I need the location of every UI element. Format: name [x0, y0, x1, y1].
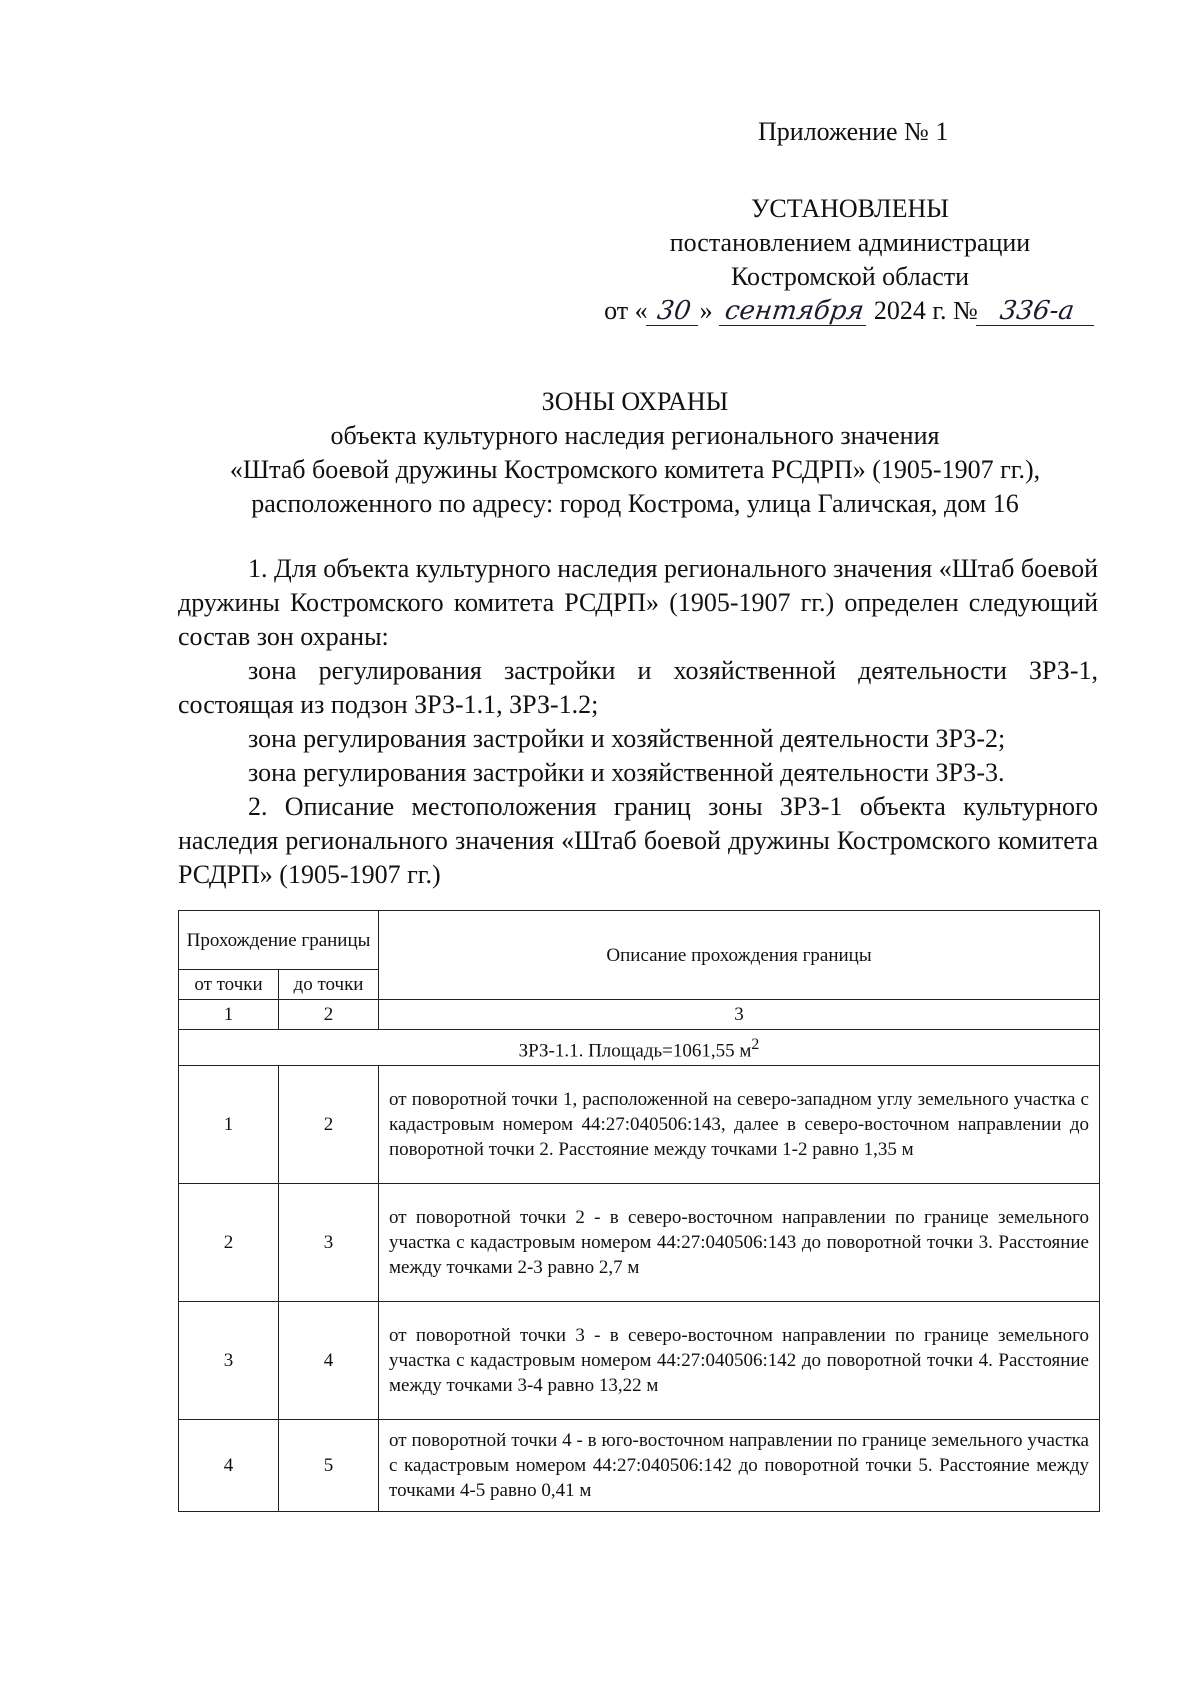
- approval-date-line: [600, 294, 1100, 328]
- header-from-point: от точки: [179, 970, 279, 1000]
- row-description: от поворотной точки 2 - в северо-восточном направлении по границе земельного участка с кадастровым номером 44:27:040506:143 до поворотной точки 3. Расстояние между точками 2-3 равно 2,7 м: [379, 1184, 1100, 1302]
- header-passage: Прохождение границы: [179, 911, 379, 970]
- row-description: от поворотной точки 3 - в северо-восточном направлении по границе земельного участка с кадастровым номером 44:27:040506:142 до поворотной точки 4. Расстояние между точками 3-4 равно 13,22 м: [379, 1302, 1100, 1420]
- paragraph-2: 2. Описание местоположения границ зоны ЗРЗ-1 объекта культурного наследия регионального значения «Штаб боевой дружины Костромского комитета РСДРП» (1905-1907 гг.): [178, 792, 1098, 889]
- title-main: ЗОНЫ ОХРАНЫ: [541, 387, 729, 416]
- column-number-2: 2: [279, 1000, 379, 1030]
- row-description: от поворотной точки 4 - в юго-восточном направлении по границе земельного участка с кадастровым номером 44:27:040506:142 до поворотной точки 5. Расстояние между точками 4-5 равно 0,41 м: [379, 1420, 1100, 1512]
- table-row: [179, 1066, 1100, 1184]
- handwritten-month: сентября: [719, 297, 870, 326]
- row-from-point: 4: [179, 1420, 279, 1512]
- document-title: [100, 385, 1170, 521]
- table-row: [179, 1420, 1100, 1512]
- boundary-table: [178, 910, 1100, 1512]
- header-to-point: до точки: [279, 970, 379, 1000]
- date-prefix: от «: [604, 296, 648, 325]
- approval-stamp-text: [600, 192, 1100, 328]
- paragraph-zone-1: зона регулирования застройки и хозяйственной деятельности ЗРЗ-1, состоящая из подзон ЗРЗ-1.1, ЗРЗ-1.2;: [178, 656, 1098, 719]
- row-to-point: 2: [279, 1066, 379, 1184]
- date-year: 2024 г. №: [873, 296, 978, 325]
- date-quote-close: »: [699, 296, 713, 325]
- title-line-2: «Штаб боевой дружины Костромского комитета РСДРП» (1905-1907 гг.),: [229, 455, 1041, 484]
- section-label: ЗРЗ-1.1. Площадь=1061,55 м: [518, 1040, 752, 1062]
- row-to-point: 4: [279, 1302, 379, 1420]
- section-row: [179, 1030, 1100, 1066]
- title-line-1: объекта культурного наследия регионального значения: [330, 421, 940, 450]
- handwritten-doc-number: 336-а: [976, 297, 1098, 326]
- approved-heading: УСТАНОВЛЕНЫ: [751, 194, 949, 223]
- row-to-point: 5: [279, 1420, 379, 1512]
- row-from-point: 3: [179, 1302, 279, 1420]
- column-number-3: 3: [379, 1000, 1100, 1030]
- row-from-point: 2: [179, 1184, 279, 1302]
- paragraph-zone-3: зона регулирования застройки и хозяйственной деятельности ЗРЗ-3.: [248, 758, 1005, 787]
- row-to-point: 3: [279, 1184, 379, 1302]
- paragraph-1: 1. Для объекта культурного наследия регионального значения «Штаб боевой дружины Костромского комитета РСДРП» (1905-1907 гг.) определен следующий состав зон охраны:: [178, 554, 1098, 651]
- appendix-label: Приложение № 1: [758, 117, 949, 146]
- approved-by-line-1: постановлением администрации: [669, 228, 1031, 257]
- body-text: [178, 552, 1098, 892]
- approved-by-line-2: Костромской области: [730, 262, 970, 291]
- table-row: [179, 1302, 1100, 1420]
- table-row: [179, 1184, 1100, 1302]
- column-number-1: 1: [179, 1000, 279, 1030]
- row-from-point: 1: [179, 1066, 279, 1184]
- title-line-3: расположенного по адресу: город Кострома, улица Галичская, дом 16: [251, 489, 1019, 518]
- row-description: от поворотной точки 1, расположенной на северо-западном углу земельного участка с кадастровым номером 44:27:040506:143, далее в северо-восточном направлении до поворотной точки 2. Расстояние между точками 1-2 равно 1,35 м: [379, 1066, 1100, 1184]
- section-superscript: 2: [751, 1036, 760, 1053]
- header-description: Описание прохождения границы: [379, 911, 1100, 1000]
- handwritten-day: 30: [646, 297, 702, 326]
- paragraph-zone-2: зона регулирования застройки и хозяйственной деятельности ЗРЗ-2;: [248, 724, 1006, 753]
